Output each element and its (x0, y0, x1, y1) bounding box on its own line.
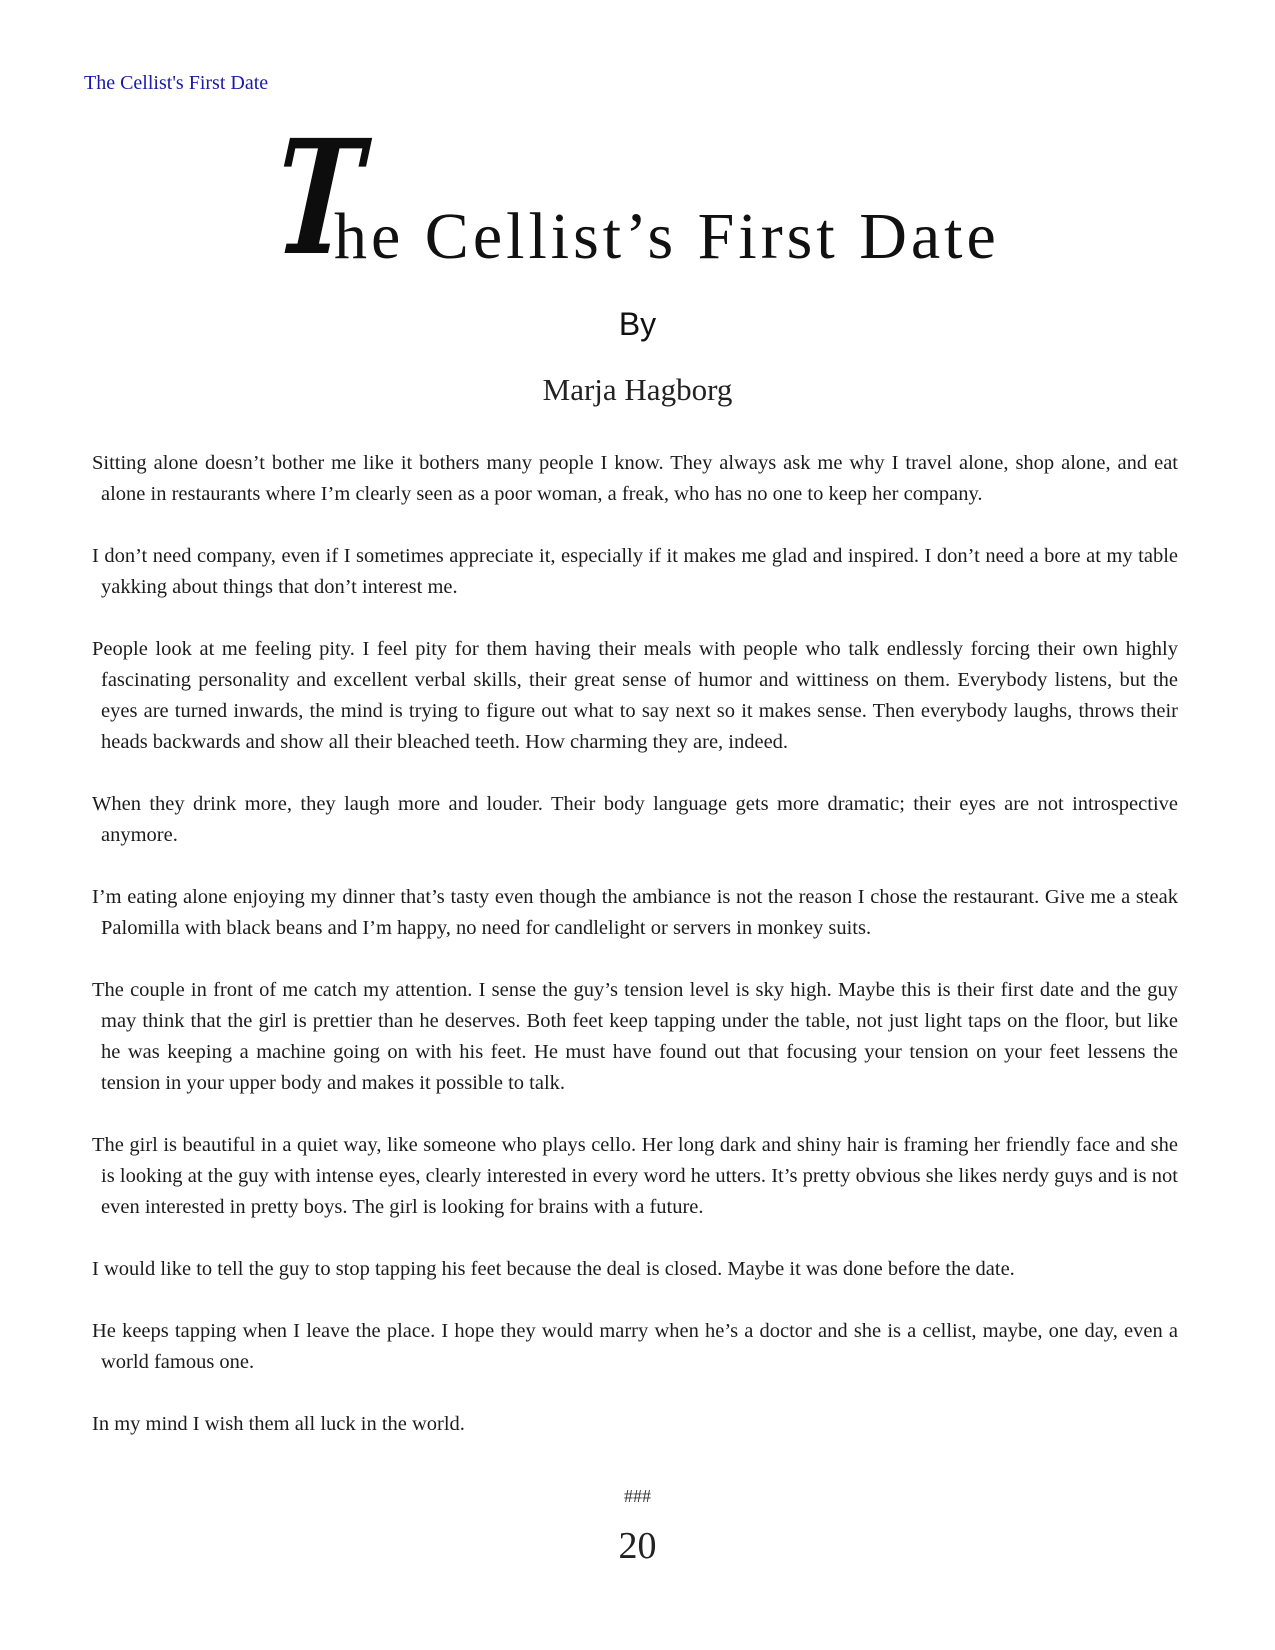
paragraph: The couple in front of me catch my attention. I sense the guy’s tension level is sky high. Maybe this is their first date and the guy may think that the girl is prettier than he deserves. Both feet keep tapping under the table, not just light taps on the floor, but like he was keeping a machine going on with his feet. He must have found out that focusing your tension on your feet lessens the tension in your upper body and makes it possible to talk. (92, 979, 1178, 1094)
scene-break: ### (624, 1486, 651, 1506)
story-title (0, 106, 1275, 291)
paragraph: I don’t need company, even if I sometimes appreciate it, especially if it makes me glad and inspired. I don’t need a bore at my table yakking about things that don’t interest me. (92, 545, 1178, 598)
paragraph: I’m eating alone enjoying my dinner that’s tasty even though the ambiance is not the reason I chose the restaurant. Give me a steak Palomilla with black beans and I’m happy, no need for candlelight or servers in monkey suits. (92, 886, 1178, 939)
page-number: 20 (618, 1525, 657, 1567)
paragraph: Sitting alone doesn’t bother me like it bothers many people I know. They always ask me why I travel alone, shop alone, and eat alone in restaurants where I’m clearly seen as a poor woman, a freak, who has no one to keep her company. (92, 452, 1178, 505)
paragraph: People look at me feeling pity. I feel pity for them having their meals with people who talk endlessly forcing their own highly fascinating personality and excellent verbal skills, their great sense of humor and wittiness on them. Everybody listens, but the eyes are turned inwards, the mind is trying to figure out what to say next so it makes sense. Then everybody laughs, throws their heads backwards and show all their bleached teeth. How charming they are, indeed. (92, 638, 1178, 753)
paragraph: I would like to tell the guy to stop tapping his feet because the deal is closed. Maybe it was done before the date. (92, 1258, 1015, 1280)
story-body (92, 448, 1178, 1471)
paragraph: In my mind I wish them all luck in the world. (92, 1413, 465, 1435)
paragraph: The girl is beautiful in a quiet way, like someone who plays cello. Her long dark and shiny hair is framing her friendly face and she is looking at the guy with intense eyes, clearly interested in every word he utters. It’s pretty obvious she likes nerdy guys and is not even interested in pretty boys. The girl is looking for brains with a future. (92, 1134, 1178, 1218)
title-text: he Cellist’s First Date (334, 200, 1000, 273)
running-header-title: The Cellist's First Date (84, 72, 269, 94)
paragraph: When they drink more, they laugh more and louder. Their body language gets more dramatic; their eyes are not introspective anymore. (92, 793, 1178, 846)
title-dropcap: T (269, 106, 368, 291)
author-name: Marja Hagborg (542, 372, 733, 407)
paragraph: He keeps tapping when I leave the place. I hope they would marry when he’s a doctor and she is a cellist, maybe, one day, even a world famous one. (92, 1320, 1178, 1373)
byline: By (618, 306, 657, 342)
